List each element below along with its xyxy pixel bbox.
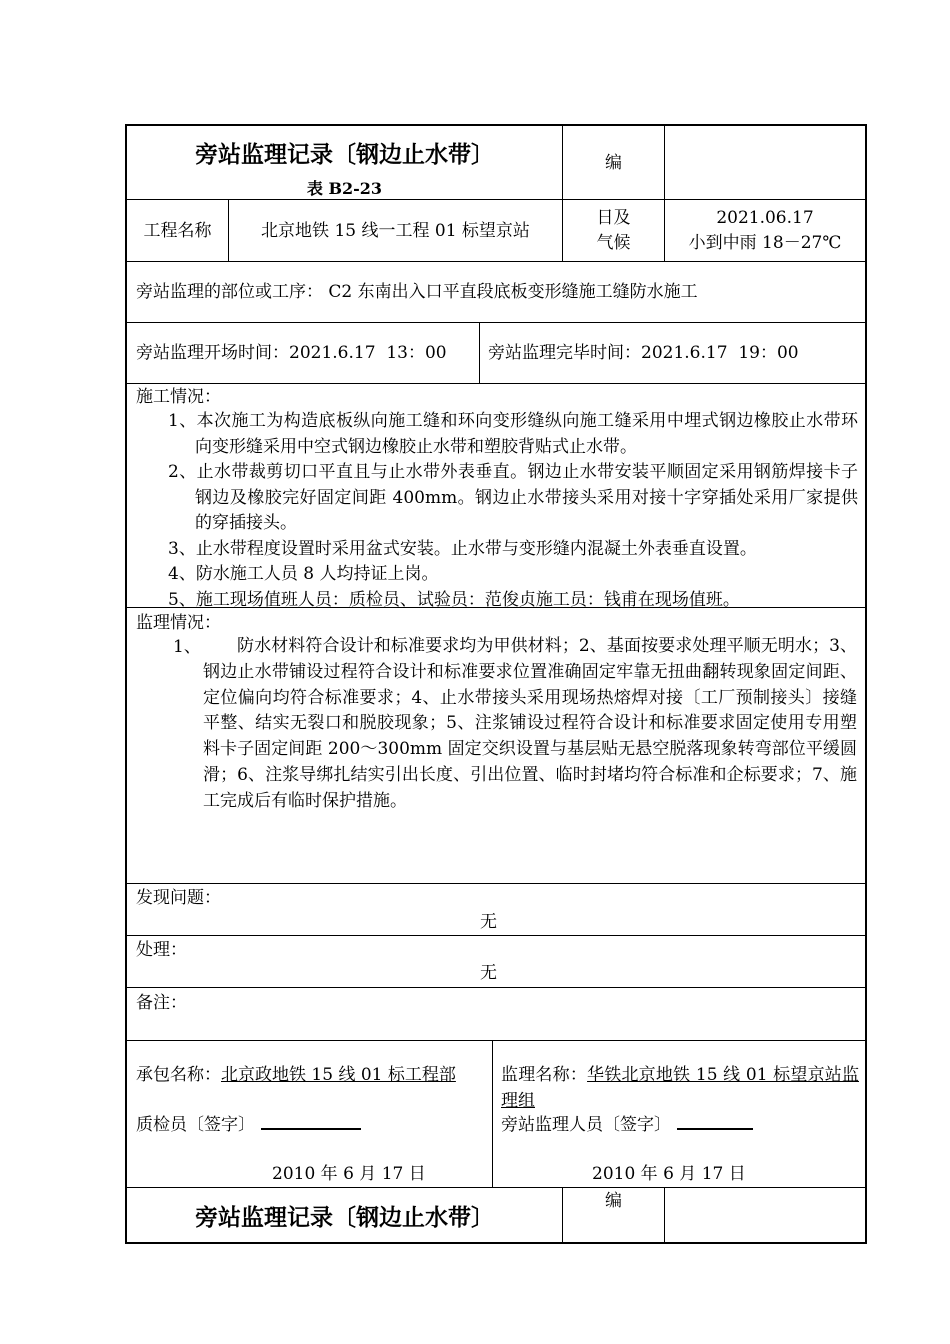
contractor-line xyxy=(136,1062,456,1088)
weather-label-1: 日及 xyxy=(596,208,631,228)
form-title: 旁站监理记录〔钢边止水带〕 xyxy=(195,141,494,168)
inspector-label: 质检员〔签字〕 xyxy=(136,1115,255,1135)
construction-item-3: 3、止水带程度设置时采用盆式安装。止水带与变形缝内混凝土外表垂直设置。 xyxy=(168,538,757,559)
location-value: C2 东南出入口平直段底板变形缝施工缝防水施工 xyxy=(328,282,698,302)
construction-item-1: 1、本次施工为构造底板纵向施工缝和环向变形缝纵向施工缝采用中埋式钢边橡胶止水带环向变形缝采用中空式钢边橡胶止水带和塑胶背贴式止水带。 xyxy=(168,411,858,457)
handling-value: 无 xyxy=(480,963,497,983)
project-name-value: 北京地铁 15 线一工程 01 标望京站 xyxy=(261,221,530,241)
form-number: 表 B2-23 xyxy=(306,179,383,198)
supervision-label: 监理情况： xyxy=(136,613,221,633)
handling-label: 处理： xyxy=(136,940,187,960)
supervision-number: 1、 xyxy=(173,637,201,657)
inspector-line xyxy=(136,1112,361,1138)
supervisor-value: 华铁北京地铁 15 线 01 标望京站监理组 xyxy=(501,1065,859,1111)
supervision-text: 防水材料符合设计和标准要求均为甲供材料；2、基面按要求处理平顺无明水；3、钢边止水带铺设过程符合设计和标准要求位置准确固定牢靠无扭曲翻转现象固定间距、定位偏向均符合标准要求；4、止水带接头采用现场热熔焊对接〔工厂预制接头〕接缝平整、结实无裂口和脱胶现象；5、注浆铺设过程符合设计和标准要求固定使用专用塑料卡子固定间距 200～300mm 固定交织设置与基层贴无悬空脱落现象转弯部位平缓圆滑；6、注浆导绑扎结实引出长度、引出位置、临时封堵均符合标准和企标要求；7、施工完成后有临时保护措施。 xyxy=(203,636,857,811)
construction-item-5: 5、施工现场值班人员：质检员、试验员：范俊贞施工员：钱甫在现场值班。 xyxy=(168,589,740,610)
construction-item-4: 4、防水施工人员 8 人均持证上岗。 xyxy=(168,564,439,584)
end-time-value: 2021.6.17 19：00 xyxy=(641,343,799,363)
bian-label: 编 xyxy=(605,153,622,173)
end-time xyxy=(488,340,799,366)
construction-list xyxy=(168,409,858,613)
issues-value: 无 xyxy=(480,912,497,932)
start-time xyxy=(136,340,447,366)
date-value: 2021.06.17 xyxy=(716,208,814,228)
start-time-value: 2021.6.17 13：00 xyxy=(289,343,447,363)
supervisor-person-line xyxy=(501,1112,753,1138)
contractor-value: 北京政地铁 15 线 01 标工程部 xyxy=(221,1065,456,1085)
supervisor-person-label: 旁站监理人员〔签字〕 xyxy=(501,1115,671,1135)
location-label: 旁站监理的部位或工序： xyxy=(136,282,323,302)
weather-value: 小到中雨 18－27℃ xyxy=(688,233,842,253)
weather-label-2: 气候 xyxy=(596,233,631,253)
contractor-label: 承包名称： xyxy=(136,1065,221,1085)
issues-label: 发现问题： xyxy=(136,888,221,908)
supervisor-signature-blank[interactable] xyxy=(677,1112,753,1130)
construction-item-2: 2、止水带裁剪切口平直且与止水带外表垂直。钢边止水带安装平顺固定采用钢筋焊接卡子钢边及橡胶完好固定间距 400mm。钢边止水带接头采用对接十字穿插处采用厂家提供的穿插接头。 xyxy=(168,462,858,533)
supervisor-label: 监理名称： xyxy=(501,1065,588,1085)
project-name-label: 工程名称 xyxy=(143,221,212,241)
footer-form-title: 旁站监理记录〔钢边止水带〕 xyxy=(195,1204,494,1231)
remarks-label: 备注： xyxy=(136,993,187,1013)
footer-bian-label: 编 xyxy=(605,1191,622,1211)
inspector-signature-blank[interactable] xyxy=(261,1112,361,1130)
location-row xyxy=(136,279,698,305)
contractor-date: 2010 年 6 月 17 日 xyxy=(272,1164,426,1184)
supervisor-line xyxy=(501,1062,859,1114)
start-time-label: 旁站监理开场时间： xyxy=(136,343,289,363)
supervisor-date: 2010 年 6 月 17 日 xyxy=(592,1164,746,1184)
end-time-label: 旁站监理完毕时间： xyxy=(488,343,641,363)
construction-label: 施工情况： xyxy=(136,387,221,407)
